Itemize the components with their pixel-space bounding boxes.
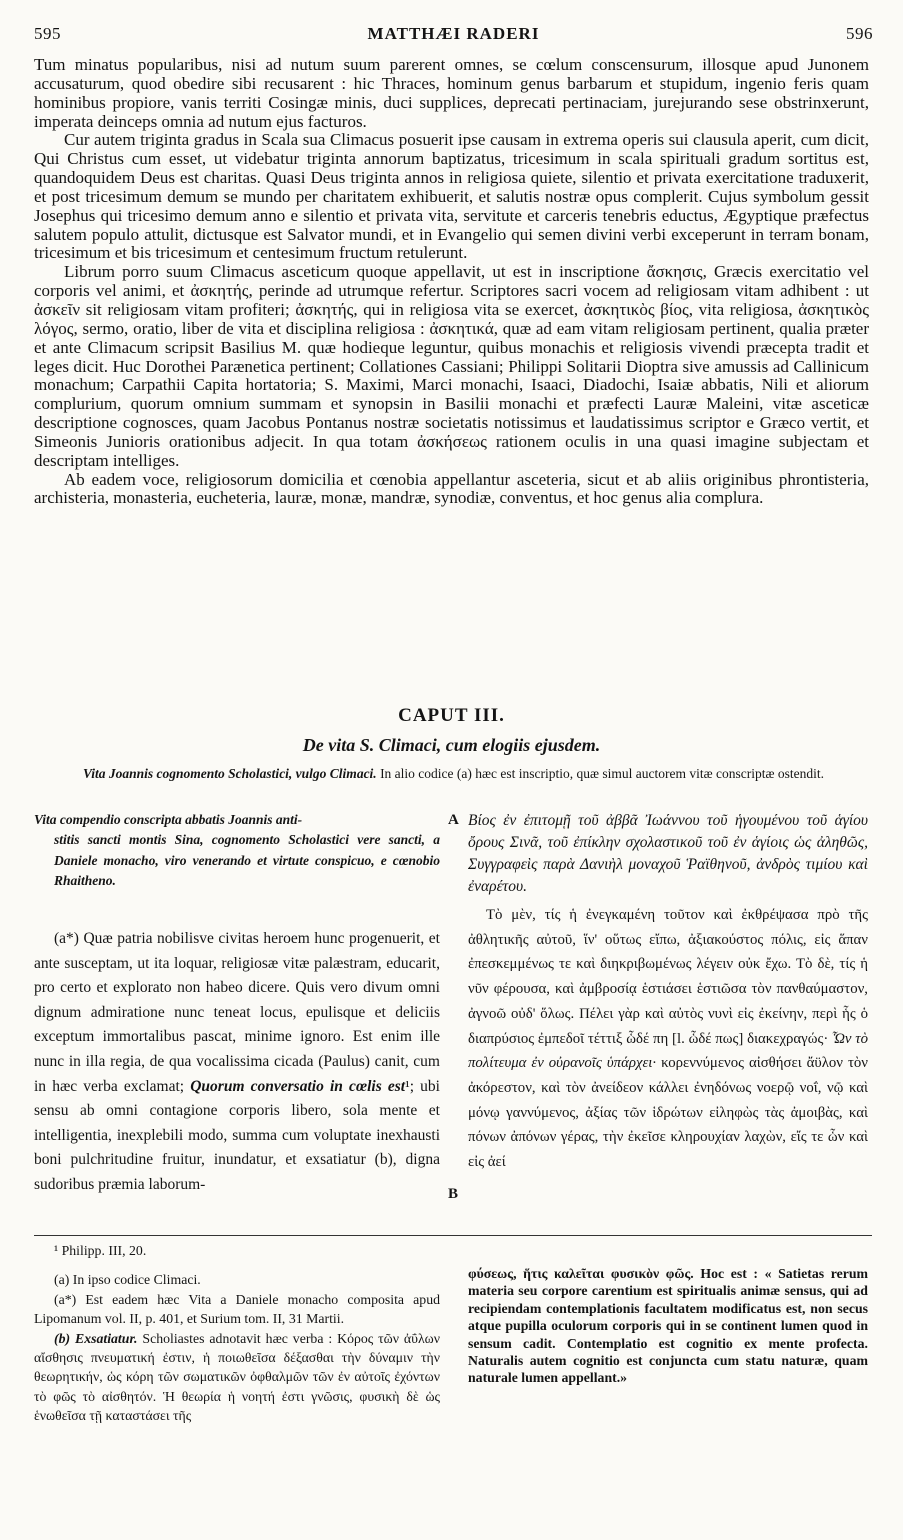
latin-title-block <box>34 810 440 892</box>
chapter-heading: CAPUT III. <box>398 705 505 726</box>
footnotes-left <box>34 1241 440 1426</box>
intro-italic: Vita Joannis cognomento Scholastici, vulgo Climaci. <box>83 766 377 781</box>
paragraph-2: Cur autem triginta gradus in Scala sua Climacus posuerit ipse causam in extrema operis sui clausula aperit, cum dicit, Qui Christus cum esset, ut videbatur triginta annorum baptizatus, tricesimum in scala spirituali gradum sortitus est, quandoquidem Deus est charitas. Quasi Deus triginta annos in religiosa quiete, silentio et privata exercitatione traduxerit, et post tricesimum demum se mundo per charitatem exhibuerit, et salutis nostræ opus complerit. Cujus symbolum gessit Josephus qui tricesimo demum anno e silentio et privata vita, servitute et carceris tenebris eductus, Ægyptique præfectus salutem populo attulit, dictusque est Salvator mundi, et in Evangelio qui semen divini verbi exceperunt in terram bonam, tricesimum et bis tricesimum et centesimum fructum retulerunt. <box>34 130 869 263</box>
paragraph-1: Tum minatus popularibus, nisi ad nutum suum parerent omnes, se cœlum conscensurum, illosque apud Junonem accusaturum, quod obedire sibi recusarent : hic Thraces, hominum genus barbarum et stupidum, ingenio feris quam hominibus propiore, vanis territi Cosingæ minis, duci supplices, deprecati pertinaciam, jurejurando sese obstrinxerunt, imperata deinceps omnia ad nutum ejus facturos. <box>34 55 869 131</box>
footnote-a: (a) In ipso codice Climaci. <box>54 1272 201 1288</box>
margin-marker-a: A <box>448 812 459 828</box>
greek-text-2: κορεννύμενος αἰσθήσει ἄϋλον τὸν ἀκόρεστον, καὶ τὸν ἀνείδεον κάλλει ἐνηδόνως νοερῷ νοΐ, νῷ καὶ μόνῳ γαννύμενος, ἀξίας τῶν ἱδρώτων εἰληφὼς τὰς ἀμοιβὰς, καὶ πόνων ἀπόνων γέρας, τὴν ἐκεῖσε κληρουχίαν λαχὼν, εἴς τε ὧν καὶ εἰς ἀεί <box>468 1055 868 1171</box>
footnote-b-text: Scholiastes adnotavit hæc verba : Κόρος τῶν ἀΰλων αἴσθησις πνευματική ἐστιν, ἡ ποιωθεῖσα δέξασθαι τὴν δύναμιν τὴν θεωρητικήν, ὡς κόρη τῶν σωματικῶν ὀφθαλμῶν τῶν ἐν αὐτοῖς ἐχόντων τὸ φῶς τὸ αἰσθητόν. Ἡ θεωρία ἡ νοητή ἐστι γνῶσις, φυσικὴ δὲ ὡς ἑνωθεῖσα τῇ καταστάσει τῆς <box>34 1330 440 1424</box>
main-text <box>34 56 869 508</box>
footnote-a-star: (a*) Est eadem hæc Vita a Daniele monacho composita apud Lipomanum vol. II, p. 401, et Surium tom. II, 31 Martii. <box>34 1291 440 1327</box>
latin-quote: Quorum conversatio in cœlis est <box>190 1077 406 1095</box>
footnote-divider <box>34 1235 872 1236</box>
paragraph-3: Librum porro suum Climacus asceticum quoque appellavit, ut est in inscriptione ἄσκησις, Græcis exercitatio vel corporis vel animi, et ἀσκητής, perinde ad utrumque refertur. Scriptores sacri vocem ad religiosam vitam adhibent : ut ἀσκεῖν sit religiosam vitam profiteri; ἀσκητής, qui in religiosa vita se exercet, ἀσκητικὸς βίος, vita religiosa, ἀσκητικὸς λόγος, sermo, oratio, liber de vita et disciplina religiosa : ἀσκητικά, quæ ad eam vitam religiosam pertinent, qualia præter et ante Climacum scripsit Basilius M. quæ hodieque leguntur, quibus monachis et religiosis vivendi præcepta tradit et leges dicit. Huc Dorothei Parænetica pertinent; Collationes Cassiani; Philippi Solitarii Dioptra sive amussis ad Callinicum monachum; Carpathii Capita hortatoria; S. Maximi, Marci monachi, Isaaci, Diadochi, Isaiæ abbatis, Nili et aliorum complurium, quorum omnium summam et synopsin in Basilii monachi et præfecti Lauræ Maleini, vitæ asceticæ descriptione cognosces, quam Jacobus Pontanus nostræ societatis notissimus et laudatissimus scriptor e Græco vertit, et Simeonis Junioris orationibus adjecit. In qua totam ἀσκήσεως rationem oculis in una quasi imagine subjectam et descriptam intelliges. <box>34 262 869 470</box>
greek-quote: Ὧν τὸ πολίτευμα ἐν οὐρανοῖς ὑπάρχει· <box>468 1030 868 1072</box>
latin-title-rest: stitis sancti montis Sina, cognomento Scholastici vere sancti, a Daniele monacho, viro venerando et virtute conspicuo, e cœnobio Rhaitheno. <box>54 832 440 889</box>
page-number-right: 596 <box>845 24 873 43</box>
latin-title-line1: Vita compendio conscripta abbatis Joannis anti- <box>34 812 303 827</box>
footnote-b-continuation: φύσεως, ἥτις καλεῖται φυσικὸν φῶς. Hoc est : « Satietas rerum materia seu corpore carentium est spiritualis animæ sensus, qui ad recipiendam contemplationis facultatem modificatus est, non secus atque pupilla oculorum corporis qui in se continent lumen quod in sensum cadit. Contemplatio est cognitio ex mente profecta. Naturalis autem cognitio est conjuncta cum statu naturæ, quam naturale lumen appellant.» <box>468 1266 868 1386</box>
page-header <box>34 24 873 52</box>
greek-title-block: Βίος ἐν ἐπιτομῇ τοῦ ἀββᾶ Ἰωάννου τοῦ ἡγουμένου τοῦ ἁγίου ὄρους Σινᾶ, τοῦ ἐπίκλην σχολαστικοῦ τοῦ ἐν ἁγίοις ὡς ἀληθῶς, Συγγραφεὶς παρὰ Δανιὴλ μοναχοῦ Ῥαϊθηνοῦ, ἀνδρὸς τιμίου καὶ ἐναρέτου. <box>468 812 868 895</box>
latin-text-2: ¹; ubi sensu ab omni contagione corporis libero, sola mente et intelligentia, inexplebili modo, summa cum voluptate inexhausti boni pulchritudine fruitur, inundatur, et exsatiatur (b), digna sudoribus præmia laborum- <box>34 1077 440 1193</box>
latin-paragraph <box>34 927 440 1198</box>
footnote-b-label: (b) Exsatiatur. <box>54 1330 138 1346</box>
footnote-1: ¹ Philipp. III, 20. <box>54 1243 147 1258</box>
latin-column <box>34 927 440 1198</box>
greek-column <box>468 903 868 1175</box>
latin-text-1: (a*) Quæ patria nobilisve civitas heroem hunc progenuerit, et ante susceptam, ut ita loquar, religiosæ vitæ palæstram, educarit, pro certo et explorato non habeo dicere. Quis vero divum omni dignum admiratione nunc teneat locus, epulisque et deliciis exceptum immortalibus pascat, minime ignoro. Est enim ille nunc in illa regia, de qua vocalissima cicada (Paulus) canit, cum in hæc verba exclamat; <box>34 930 440 1095</box>
page-number-left: 595 <box>34 24 61 43</box>
greek-paragraph <box>468 903 868 1175</box>
footnote-b <box>34 1329 440 1426</box>
chapter-intro-note <box>32 765 875 783</box>
paragraph-4: Ab eadem voce, religiosorum domicilia et cœnobia appellantur asceteria, sicut et ab aliis originibus phrontisteria, archisteria, monasteria, eucheteria, lauræ, monæ, mandræ, synodiæ, conventus, et hoc genus alia complura. <box>34 469 869 508</box>
chapter-subtitle: De vita S. Climaci, cum elogiis ejusdem. <box>302 735 601 755</box>
intro-rest: In alio codice (a) hæc est inscriptio, quæ simul auctorem vitæ conscriptæ ostendit. <box>380 766 824 781</box>
greek-text-1: Τὸ μὲν, τίς ἡ ἐνεγκαμένη τοῦτον καὶ ἐκθρέψασα πρὸ τῆς ἀθλητικῆς αὐτοῦ, ἵν' οὕτως εἴπω, ἀξιακούστος πόλις, εἰς ἅπαν ἐπεσκεμμένως τε καὶ διηκριβωμένως λέγειν οὐκ ἔχω. Τὸ δὲ, τίς ἡ νῦν φέρουσα, καὶ ἀμβροσίᾳ ἑστιάσει ἑστιῶσα τὸν πανθαύμαστον, ἀγνοῶ οὐδ' ὅλως. Πέλει γὰρ καὶ αὐτὸς νυνὶ εἰς ἐκείνην, περὶ ἧς ὁ διαπρύσιος ἐμπεδοῖ τέττιξ ὧδέ πη [l. ὧδέ πως] διακεχραγώς· <box>468 907 868 1047</box>
running-title: MATTHÆI RADERI <box>367 24 540 43</box>
margin-marker-b: B <box>448 1186 459 1202</box>
